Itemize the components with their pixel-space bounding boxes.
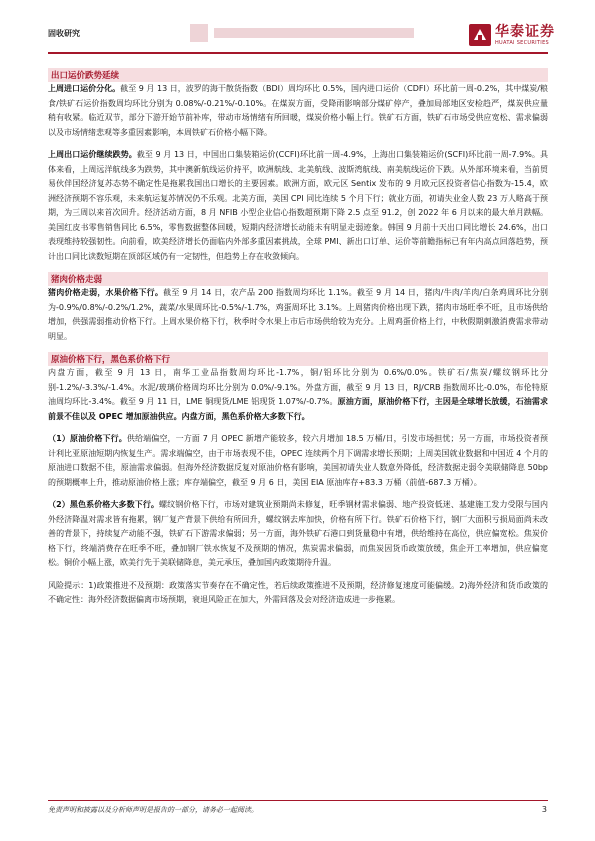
page-number: 3	[541, 805, 547, 814]
paragraph-text: 螺纹钢价格下行，市场对建筑业预期尚未修复，旺季钢材需求偏弱、地产投资低迷、基建施工发力受限与国内外经济降温对需求皆有拖累，钢厂复产背景下供给有所回升，螺纹钢去库加快，价格有所下行。铁矿石价格下行，钢厂大面积亏损局面尚未改善的背景下，持续复产动能不强，铁矿石下游需求偏弱；另一方面，海外铁矿石港口到货量稳中有增，供给维持在高位，供应偏宽松。焦炭价格下行，终端消费存在旺季不旺，叠加钢厂铁水恢复不及预期的情况，焦炭需求偏弱，而焦炭因货币政策放缓，焦企开工率增加，供应偏宽松。铜价小幅上涨，欧美行先于美联储降息，美元承压，叠加国内政策期待升温。	[48, 500, 548, 567]
section-title: 原油价格下行，黑色系价格下行	[48, 352, 548, 366]
paragraph-lead: 上周出口运价继续跌势。	[48, 150, 137, 159]
paragraph	[48, 498, 548, 571]
disclaimer: 免责声明和披露以及分析师声明是报告的一部分，请务必一起阅读。	[48, 806, 258, 814]
brand-name-en: HUATAI SECURITIES	[495, 39, 549, 46]
footer-divider	[48, 800, 548, 801]
paragraph	[48, 286, 548, 344]
header-divider	[48, 52, 548, 54]
brand-name-cn: 华泰证券	[495, 23, 555, 40]
paragraph-tail-lead: 原油方面，原油价格下行，主因是全球增长放缓，石油需求前景不佳以及 OPEC 增加原油供应。内盘方面，黑色系价格大多数下行。	[48, 397, 548, 421]
paragraph	[48, 366, 548, 424]
paragraph-lead: （1）原油价格下行。	[48, 434, 127, 443]
report-body	[48, 68, 548, 608]
paragraph-text: 截至 9 月 13 日，中国出口集装箱运价(CCFI)环比前一周-4.9%，上海出口集装箱运价(SCFI)环比前一周-7.9%。具体来看，上周远洋航线多为跌势，其中澳新航线运价持平，欧洲航线、北美航线、波斯湾航线、南美航线运价下跌。从外部环境来看，当前贸易伙伴国经济复苏态势不确定性是拖累我国出口增长的主要因素。欧洲方面，欧元区 Sentix 发布的 9 月欧元区投资者信心指数为-15.4，欧洲经济预期不容乐观，未来航运复苏情况仍不乐观。北美方面，美国 CPI 同比连续 5 个月下行；就业方面，初请失业金人数 23 万人略高于预期，为三周以来首次回升。经济活动方面，8 月 NFIB 小型企业信心指数超预期下降 2.5 点至 91.2，创 2022 年 6 月以来的最大单月跌幅。美国红皮书零售销售同比 6.5%，零售数据整体回暖，短期内经济增长动能未有明显走弱迹象。韩国 9 月前十天出口同比增长 24.6%，出口表现维持较强韧性。向前看，欧美经济增长仍面临内外部多重因素挑战，全球 PMI、新出口订单、运价等前瞻指标已有年内高点回落趋势，预计出口同比读数短期在顶部区域仍有一定韧性，但趋势上存在收敛倾向。	[48, 150, 548, 261]
paragraph	[48, 432, 548, 490]
section-title: 出口运价跌势延续	[48, 68, 548, 82]
paragraph	[48, 148, 548, 264]
risk-warning	[48, 579, 548, 608]
paragraph-text: 供给端偏空，一方面 7 月 OPEC 新增产能较多，较六月增加 18.5 万桶/日，引发市场担忧；另一方面，市场投资者预计利比亚原油短期内恢复生产。需求端偏空，由于市场表现不佳，OPEC 连续两个月下调需求增长预期；上周美国就业数据和中国近 4 个月的原油进口数据不佳，原油需求偏弱。但海外经济数据反复对原油价格有影响，美国初请失业人数意外降低，经济数据走弱令美联储降息 50bp 的预期概率上升，推动原油价格上涨；库存端偏空，截至 9 月 6 日，美国 EIA 原油库存+83.3 万桶（前值-687.3 万桶）。	[48, 434, 548, 487]
huatai-logo-icon	[469, 24, 491, 46]
paragraph	[48, 82, 548, 140]
paragraph-text: 截至 9 月 13 日，波罗的海干散货指数（BDI）周均环比 0.5%，国内进口运价（CDFI）环比前一周-0.2%，其中煤炭/粮食/铁矿石运价指数周均环比分别为 0.08%/-0.21%/-0.10%。在煤炭方面，受降雨影响部分煤矿停产，叠加局部地区安检趋严，煤炭供应量稍有收紧。临近双节，部分下游开始节前补库，带动市场情绪有所回暖，煤炭价格小幅上行。铁矿石方面，铁矿石市场受供应宽松、需求偏弱以及市场情绪悲观等多重因素影响，本周铁矿石价格小幅下降。	[48, 84, 548, 137]
risk-lead: 风险提示：	[48, 580, 89, 590]
brand-logo	[469, 24, 555, 46]
section-label: 固收研究	[48, 29, 80, 38]
risk-text: 1)政策推进不及预期：政策落实节奏存在不确定性，若后续政策推进不及预期，经济修复速度可能偏缓。2)海外经济和货币政策的不确定性：海外经济数据偏离市场预期，衰退风险正在加大，外需回落及会对经济造成进一步拖累。	[48, 580, 548, 604]
paragraph-text: 内盘方面，截至 9 月 13 日，南华工业品指数周均环比-1.7%，铜/铝环比分别为 0.6%/0.0%。铁矿石/焦炭/螺纹钢环比分别-1.2%/-3.3%/-1.4%。水泥/玻璃价格周均环比分别为 0.0%/-9.1%。外盘方面，截至 9 月 13 日，RJ/CRB 指数周环比-0.0%，布伦特原油周均环比-3.4%。截至 9 月 11 日，LME 铜现货/LME 铝现货 1.07%/-0.7%。	[48, 368, 548, 406]
paragraph-text: 截至 9 月 14 日，农产品 200 指数周均环比 1.1%。截至 9 月 14 日，猪肉/牛肉/羊肉/白条鸡周环比分别为-0.9%/0.8%/-0.2%/1.2%，蔬菜/水果周环比-0.5%/-1.7%，鸡蛋周环比 3.1%。上周猪肉价格出现下跌，猪肉市场旺季不旺，且市场供给增加，供强需弱推动价格下行。上周水果价格下行，秋季时令水果上市后市场供给较为充分。上周鸡蛋价格上行，中秋假期刺激消费需求带动明显。	[48, 288, 548, 341]
watermark-logo-icon	[190, 18, 420, 48]
paragraph-lead: （2）黑色系价格大多数下行。	[48, 500, 160, 509]
section-title: 猪肉价格走弱	[48, 272, 548, 286]
paragraph-lead: 上周进口运价分化。	[48, 84, 121, 93]
paragraph-lead: 猪肉价格走弱，水果价格下行。	[48, 288, 164, 297]
